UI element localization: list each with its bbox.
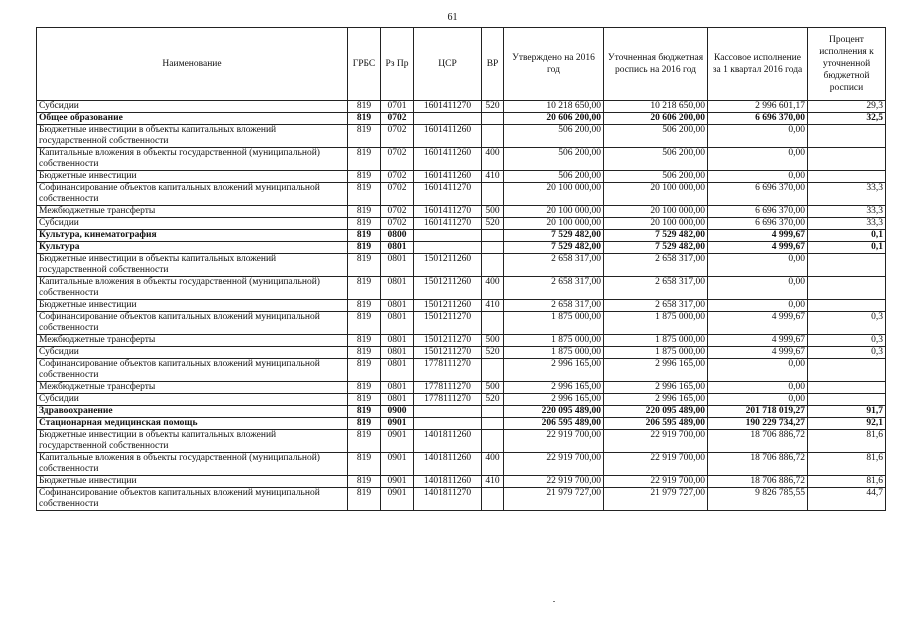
table-row (37, 277, 886, 300)
row-approved-cell: 506 200,00 (504, 171, 604, 183)
row-vr-cell (482, 113, 504, 125)
row-rzpr-cell: 0801 (381, 359, 414, 382)
row-refined-cell: 506 200,00 (604, 125, 708, 148)
row-refined-cell: 1 875 000,00 (604, 347, 708, 359)
row-csr-cell: 1601411270 (414, 218, 482, 230)
row-grbs-cell: 819 (348, 206, 381, 218)
row-approved-cell: 10 218 650,00 (504, 101, 604, 113)
table-row (37, 347, 886, 359)
table-row (37, 359, 886, 382)
table-row (37, 300, 886, 312)
row-percent-cell: 92,1 (808, 418, 886, 430)
row-csr-cell: 1501211270 (414, 335, 482, 347)
row-rzpr-cell: 0801 (381, 254, 414, 277)
row-rzpr-cell: 0901 (381, 488, 414, 511)
row-percent-cell (808, 125, 886, 148)
header-cash: Кассовое исполнение за 1 квартал 2016 года (708, 28, 808, 101)
row-percent-cell: 44,7 (808, 488, 886, 511)
row-refined-cell: 22 919 700,00 (604, 476, 708, 488)
row-approved-cell: 506 200,00 (504, 148, 604, 171)
row-csr-cell: 1601411270 (414, 101, 482, 113)
row-vr-cell: 500 (482, 206, 504, 218)
row-rzpr-cell: 0701 (381, 101, 414, 113)
row-percent-cell: 81,6 (808, 476, 886, 488)
row-cash-cell: 0,00 (708, 394, 808, 406)
row-percent-cell: 33,3 (808, 183, 886, 206)
row-refined-cell: 22 919 700,00 (604, 430, 708, 453)
row-grbs-cell: 819 (348, 183, 381, 206)
budget-table (36, 27, 886, 511)
row-name-cell: Бюджетные инвестиции в объекты капитальных вложений государственной собственности (37, 430, 348, 453)
row-vr-cell (482, 125, 504, 148)
row-cash-cell: 2 996 601,17 (708, 101, 808, 113)
row-approved-cell: 1 875 000,00 (504, 312, 604, 335)
row-refined-cell: 7 529 482,00 (604, 230, 708, 242)
header-name: Наименование (37, 28, 348, 101)
row-refined-cell: 506 200,00 (604, 148, 708, 171)
row-refined-cell: 20 100 000,00 (604, 218, 708, 230)
row-grbs-cell: 819 (348, 382, 381, 394)
row-csr-cell (414, 230, 482, 242)
row-percent-cell (808, 382, 886, 394)
row-name-cell: Софинансирование объектов капитальных вложений муниципальной собственности (37, 488, 348, 511)
row-approved-cell: 2 658 317,00 (504, 254, 604, 277)
row-percent-cell: 33,3 (808, 206, 886, 218)
row-refined-cell: 2 658 317,00 (604, 300, 708, 312)
table-row (37, 183, 886, 206)
row-approved-cell: 22 919 700,00 (504, 476, 604, 488)
row-rzpr-cell: 0900 (381, 406, 414, 418)
row-vr-cell (482, 418, 504, 430)
row-approved-cell: 2 996 165,00 (504, 394, 604, 406)
header-percent: Процент исполнения к уточненной бюджетной росписи (808, 28, 886, 101)
row-name-cell: Субсидии (37, 347, 348, 359)
row-name-cell: Стационарная медицинская помощь (37, 418, 348, 430)
table-body (37, 101, 886, 511)
row-refined-cell: 7 529 482,00 (604, 242, 708, 254)
row-cash-cell: 6 696 370,00 (708, 113, 808, 125)
row-vr-cell (482, 230, 504, 242)
row-csr-cell: 1601411270 (414, 206, 482, 218)
row-name-cell: Капитальные вложения в объекты государственной (муниципальной) собственности (37, 277, 348, 300)
row-csr-cell: 1401811260 (414, 453, 482, 476)
row-percent-cell: 32,5 (808, 113, 886, 125)
row-grbs-cell: 819 (348, 359, 381, 382)
table-row (37, 230, 886, 242)
row-refined-cell: 2 996 165,00 (604, 394, 708, 406)
row-cash-cell: 190 229 734,27 (708, 418, 808, 430)
row-approved-cell: 7 529 482,00 (504, 230, 604, 242)
row-refined-cell: 21 979 727,00 (604, 488, 708, 511)
row-approved-cell: 20 606 200,00 (504, 113, 604, 125)
row-cash-cell: 4 999,67 (708, 312, 808, 335)
row-percent-cell (808, 148, 886, 171)
row-rzpr-cell: 0901 (381, 453, 414, 476)
row-rzpr-cell: 0801 (381, 300, 414, 312)
row-grbs-cell: 819 (348, 488, 381, 511)
row-csr-cell: 1401811260 (414, 476, 482, 488)
row-percent-cell: 91,7 (808, 406, 886, 418)
row-vr-cell: 410 (482, 476, 504, 488)
row-cash-cell: 18 706 886,72 (708, 476, 808, 488)
row-grbs-cell: 819 (348, 230, 381, 242)
row-percent-cell: 0,3 (808, 347, 886, 359)
row-vr-cell: 520 (482, 347, 504, 359)
row-csr-cell: 1501211260 (414, 300, 482, 312)
row-grbs-cell: 819 (348, 312, 381, 335)
row-approved-cell: 22 919 700,00 (504, 453, 604, 476)
table-row (37, 113, 886, 125)
table-header-row (37, 28, 886, 101)
row-cash-cell: 0,00 (708, 148, 808, 171)
row-cash-cell: 0,00 (708, 300, 808, 312)
row-percent-cell (808, 300, 886, 312)
row-refined-cell: 10 218 650,00 (604, 101, 708, 113)
row-vr-cell (482, 359, 504, 382)
row-cash-cell: 0,00 (708, 171, 808, 183)
row-csr-cell: 1501211260 (414, 254, 482, 277)
row-vr-cell (482, 183, 504, 206)
row-vr-cell: 520 (482, 218, 504, 230)
row-grbs-cell: 819 (348, 394, 381, 406)
row-grbs-cell: 819 (348, 476, 381, 488)
row-cash-cell: 0,00 (708, 382, 808, 394)
row-grbs-cell: 819 (348, 101, 381, 113)
row-cash-cell: 6 696 370,00 (708, 218, 808, 230)
row-name-cell: Софинансирование объектов капитальных вложений муниципальной собственности (37, 312, 348, 335)
row-name-cell: Бюджетные инвестиции (37, 171, 348, 183)
row-name-cell: Субсидии (37, 394, 348, 406)
row-cash-cell: 6 696 370,00 (708, 206, 808, 218)
row-cash-cell: 18 706 886,72 (708, 453, 808, 476)
row-name-cell: Софинансирование объектов капитальных вложений муниципальной собственности (37, 183, 348, 206)
row-percent-cell (808, 277, 886, 300)
row-name-cell: Бюджетные инвестиции (37, 476, 348, 488)
row-cash-cell: 0,00 (708, 125, 808, 148)
row-approved-cell: 20 100 000,00 (504, 183, 604, 206)
header-approved: Утверждено на 2016 год (504, 28, 604, 101)
table-row (37, 148, 886, 171)
row-csr-cell: 1601411260 (414, 148, 482, 171)
row-vr-cell (482, 488, 504, 511)
table-row (37, 206, 886, 218)
table-row (37, 101, 886, 113)
row-rzpr-cell: 0801 (381, 277, 414, 300)
row-name-cell: Субсидии (37, 101, 348, 113)
row-percent-cell: 81,6 (808, 430, 886, 453)
row-rzpr-cell: 0801 (381, 312, 414, 335)
row-csr-cell (414, 418, 482, 430)
row-vr-cell: 500 (482, 382, 504, 394)
row-rzpr-cell: 0901 (381, 418, 414, 430)
row-approved-cell: 506 200,00 (504, 125, 604, 148)
row-rzpr-cell: 0801 (381, 335, 414, 347)
row-grbs-cell: 819 (348, 347, 381, 359)
table-row (37, 488, 886, 511)
row-rzpr-cell: 0702 (381, 183, 414, 206)
row-vr-cell: 520 (482, 101, 504, 113)
row-refined-cell: 206 595 489,00 (604, 418, 708, 430)
scan-speck (553, 601, 555, 602)
row-grbs-cell: 819 (348, 254, 381, 277)
table-row (37, 406, 886, 418)
row-grbs-cell: 819 (348, 125, 381, 148)
row-cash-cell: 0,00 (708, 359, 808, 382)
row-grbs-cell: 819 (348, 300, 381, 312)
row-name-cell: Межбюджетные трансферты (37, 206, 348, 218)
table-row (37, 394, 886, 406)
row-refined-cell: 20 100 000,00 (604, 206, 708, 218)
row-name-cell: Субсидии (37, 218, 348, 230)
row-grbs-cell: 819 (348, 242, 381, 254)
row-cash-cell: 201 718 019,27 (708, 406, 808, 418)
row-vr-cell (482, 312, 504, 335)
row-csr-cell: 1601411270 (414, 183, 482, 206)
row-rzpr-cell: 0801 (381, 394, 414, 406)
page-number: 61 (447, 12, 458, 23)
row-approved-cell: 1 875 000,00 (504, 347, 604, 359)
row-cash-cell: 0,00 (708, 254, 808, 277)
row-approved-cell: 20 100 000,00 (504, 218, 604, 230)
row-name-cell: Культура (37, 242, 348, 254)
table-row (37, 430, 886, 453)
table-row (37, 218, 886, 230)
row-vr-cell: 500 (482, 335, 504, 347)
row-vr-cell: 520 (482, 394, 504, 406)
row-refined-cell: 20 100 000,00 (604, 183, 708, 206)
table-row (37, 476, 886, 488)
row-refined-cell: 2 658 317,00 (604, 254, 708, 277)
header-refined: Уточненная бюджетная роспись на 2016 год (604, 28, 708, 101)
table-row (37, 335, 886, 347)
row-percent-cell (808, 394, 886, 406)
row-grbs-cell: 819 (348, 171, 381, 183)
row-rzpr-cell: 0702 (381, 113, 414, 125)
table-row (37, 242, 886, 254)
header-csr: ЦСР (414, 28, 482, 101)
row-name-cell: Бюджетные инвестиции в объекты капитальных вложений государственной собственности (37, 125, 348, 148)
row-vr-cell (482, 254, 504, 277)
row-csr-cell (414, 113, 482, 125)
row-approved-cell: 2 996 165,00 (504, 359, 604, 382)
row-percent-cell: 33,3 (808, 218, 886, 230)
row-percent-cell: 0,1 (808, 242, 886, 254)
row-cash-cell: 4 999,67 (708, 242, 808, 254)
row-percent-cell: 81,6 (808, 453, 886, 476)
row-csr-cell: 1601411260 (414, 125, 482, 148)
row-grbs-cell: 819 (348, 406, 381, 418)
row-approved-cell: 22 919 700,00 (504, 430, 604, 453)
row-percent-cell (808, 171, 886, 183)
row-vr-cell (482, 430, 504, 453)
row-rzpr-cell: 0901 (381, 430, 414, 453)
row-cash-cell: 9 826 785,55 (708, 488, 808, 511)
table-row (37, 312, 886, 335)
row-approved-cell: 2 658 317,00 (504, 277, 604, 300)
row-vr-cell: 400 (482, 148, 504, 171)
row-name-cell: Софинансирование объектов капитальных вложений муниципальной собственности (37, 359, 348, 382)
header-vr: ВР (482, 28, 504, 101)
row-approved-cell: 21 979 727,00 (504, 488, 604, 511)
row-name-cell: Культура, кинематография (37, 230, 348, 242)
row-vr-cell: 400 (482, 453, 504, 476)
row-grbs-cell: 819 (348, 453, 381, 476)
row-rzpr-cell: 0702 (381, 218, 414, 230)
row-refined-cell: 22 919 700,00 (604, 453, 708, 476)
row-csr-cell: 1501211260 (414, 277, 482, 300)
row-refined-cell: 220 095 489,00 (604, 406, 708, 418)
row-grbs-cell: 819 (348, 148, 381, 171)
row-approved-cell: 220 095 489,00 (504, 406, 604, 418)
row-percent-cell (808, 359, 886, 382)
row-approved-cell: 206 595 489,00 (504, 418, 604, 430)
row-approved-cell: 1 875 000,00 (504, 335, 604, 347)
row-csr-cell: 1501211270 (414, 347, 482, 359)
row-rzpr-cell: 0800 (381, 230, 414, 242)
row-refined-cell: 506 200,00 (604, 171, 708, 183)
row-rzpr-cell: 0901 (381, 476, 414, 488)
row-percent-cell: 0,1 (808, 230, 886, 242)
table-row (37, 382, 886, 394)
row-grbs-cell: 819 (348, 113, 381, 125)
row-cash-cell: 6 696 370,00 (708, 183, 808, 206)
row-vr-cell (482, 406, 504, 418)
row-name-cell: Здравоохранение (37, 406, 348, 418)
row-name-cell: Капитальные вложения в объекты государственной (муниципальной) собственности (37, 148, 348, 171)
row-vr-cell: 410 (482, 300, 504, 312)
row-name-cell: Общее образование (37, 113, 348, 125)
row-rzpr-cell: 0801 (381, 242, 414, 254)
row-cash-cell: 4 999,67 (708, 335, 808, 347)
row-rzpr-cell: 0801 (381, 347, 414, 359)
row-csr-cell (414, 406, 482, 418)
row-csr-cell: 1778111270 (414, 394, 482, 406)
row-refined-cell: 2 996 165,00 (604, 359, 708, 382)
row-refined-cell: 2 996 165,00 (604, 382, 708, 394)
row-rzpr-cell: 0702 (381, 171, 414, 183)
row-grbs-cell: 819 (348, 218, 381, 230)
header-rzpr: Рз Пр (381, 28, 414, 101)
row-name-cell: Межбюджетные трансферты (37, 335, 348, 347)
table-row (37, 453, 886, 476)
row-vr-cell (482, 242, 504, 254)
row-rzpr-cell: 0702 (381, 148, 414, 171)
row-cash-cell: 4 999,67 (708, 347, 808, 359)
row-csr-cell: 1778111270 (414, 359, 482, 382)
row-grbs-cell: 819 (348, 430, 381, 453)
row-csr-cell: 1601411260 (414, 171, 482, 183)
row-csr-cell (414, 242, 482, 254)
row-refined-cell: 1 875 000,00 (604, 335, 708, 347)
row-grbs-cell: 819 (348, 418, 381, 430)
row-name-cell: Капитальные вложения в объекты государственной (муниципальной) собственности (37, 453, 348, 476)
row-refined-cell: 20 606 200,00 (604, 113, 708, 125)
row-grbs-cell: 819 (348, 277, 381, 300)
row-csr-cell: 1401811270 (414, 488, 482, 511)
row-percent-cell: 0,3 (808, 312, 886, 335)
row-name-cell: Бюджетные инвестиции в объекты капитальных вложений государственной собственности (37, 254, 348, 277)
table-row (37, 254, 886, 277)
row-refined-cell: 2 658 317,00 (604, 277, 708, 300)
row-percent-cell: 0,3 (808, 335, 886, 347)
row-rzpr-cell: 0801 (381, 382, 414, 394)
row-rzpr-cell: 0702 (381, 125, 414, 148)
row-vr-cell: 410 (482, 171, 504, 183)
table-row (37, 418, 886, 430)
row-percent-cell (808, 254, 886, 277)
header-grbs: ГРБС (348, 28, 381, 101)
row-approved-cell: 2 658 317,00 (504, 300, 604, 312)
row-name-cell: Межбюджетные трансферты (37, 382, 348, 394)
row-cash-cell: 18 706 886,72 (708, 430, 808, 453)
row-csr-cell: 1501211270 (414, 312, 482, 335)
row-cash-cell: 4 999,67 (708, 230, 808, 242)
row-name-cell: Бюджетные инвестиции (37, 300, 348, 312)
row-grbs-cell: 819 (348, 335, 381, 347)
row-rzpr-cell: 0702 (381, 206, 414, 218)
table-row (37, 125, 886, 148)
row-approved-cell: 20 100 000,00 (504, 206, 604, 218)
table-row (37, 171, 886, 183)
row-vr-cell: 400 (482, 277, 504, 300)
row-percent-cell: 29,3 (808, 101, 886, 113)
row-approved-cell: 2 996 165,00 (504, 382, 604, 394)
row-cash-cell: 0,00 (708, 277, 808, 300)
row-refined-cell: 1 875 000,00 (604, 312, 708, 335)
row-csr-cell: 1401811260 (414, 430, 482, 453)
row-csr-cell: 1778111270 (414, 382, 482, 394)
row-approved-cell: 7 529 482,00 (504, 242, 604, 254)
